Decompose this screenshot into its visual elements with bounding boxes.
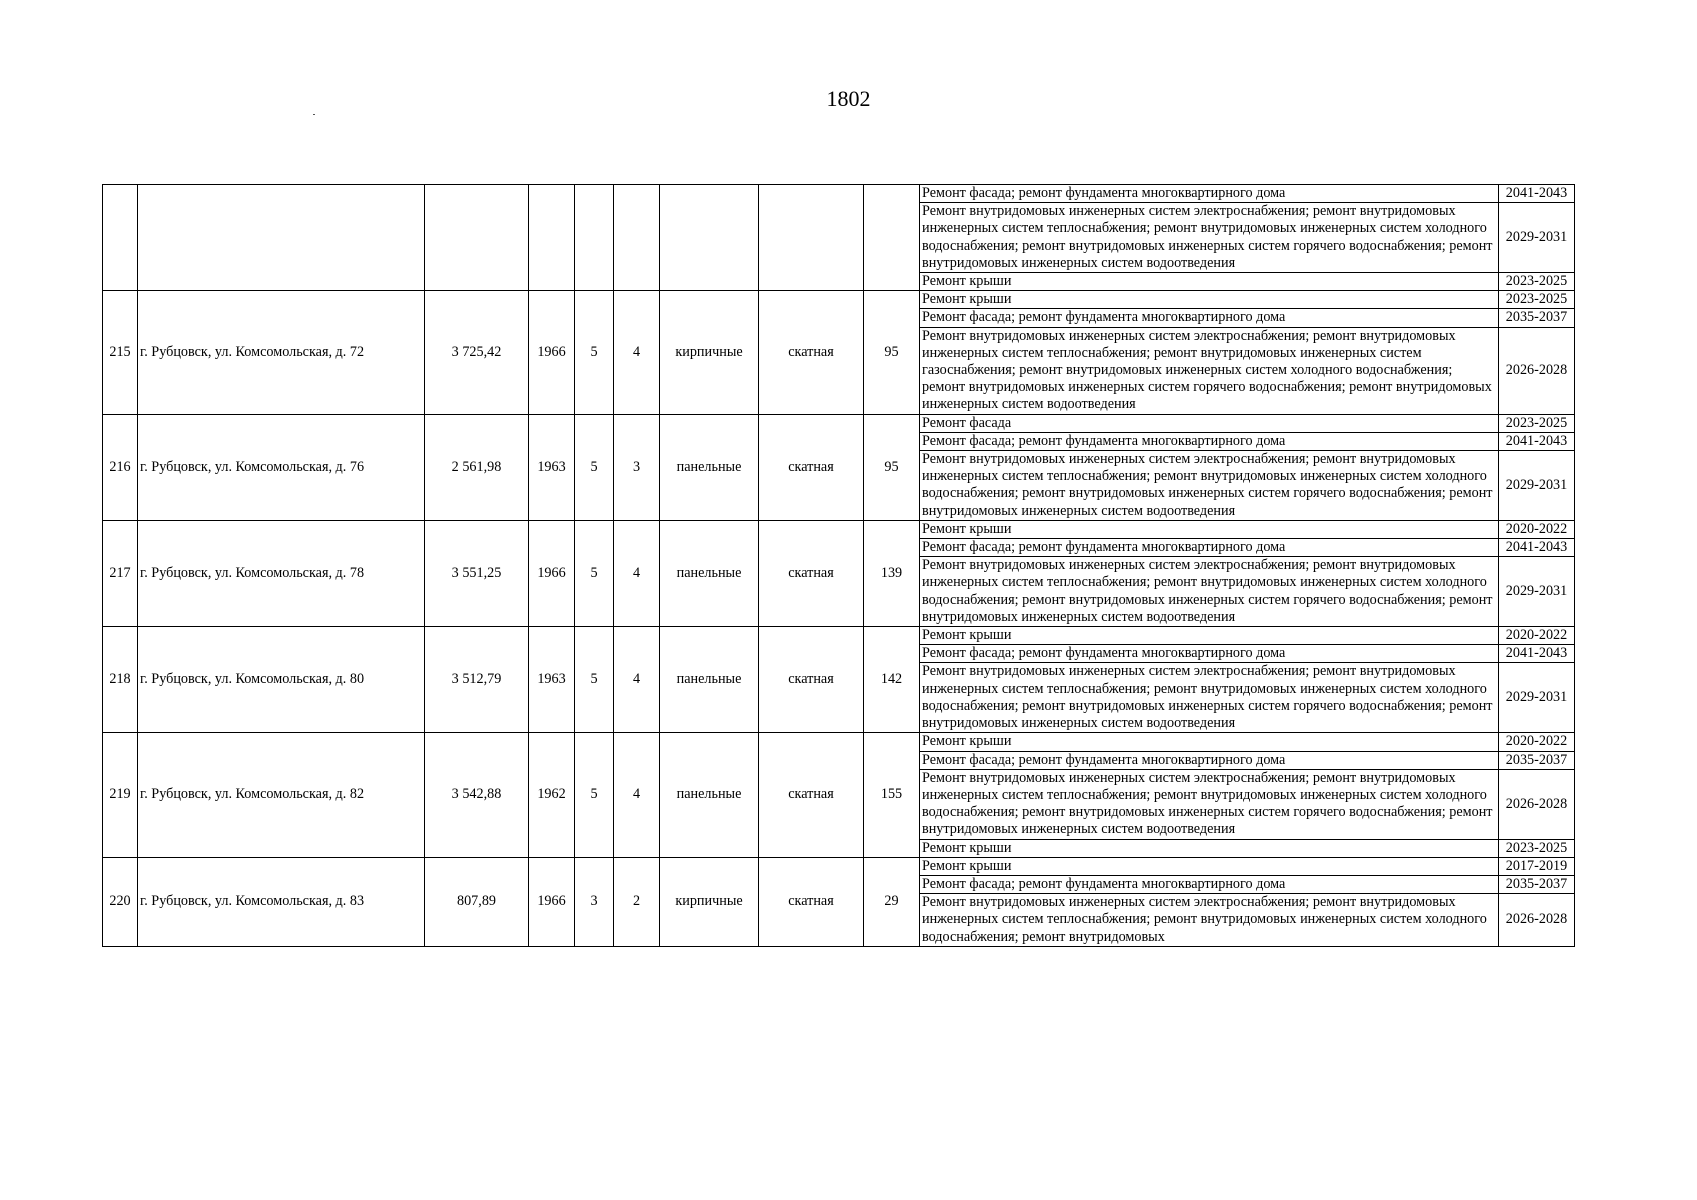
year-cell: 1966 [529, 857, 575, 946]
roof-cell [759, 185, 864, 291]
address-cell: г. Рубцовск, ул. Комсомольская, д. 80 [138, 627, 425, 733]
work-type-cell: Ремонт фасада; ремонт фундамента многоквартирного дома [920, 185, 1499, 203]
address-cell: г. Рубцовск, ул. Комсомольская, д. 83 [138, 857, 425, 946]
apartments-cell [864, 185, 920, 291]
work-period-cell: 2023-2025 [1499, 291, 1575, 309]
row-number-cell: 218 [103, 627, 138, 733]
walls-cell: кирпичные [660, 857, 759, 946]
apartments-cell: 142 [864, 627, 920, 733]
apartments-cell: 155 [864, 733, 920, 857]
year-cell: 1963 [529, 627, 575, 733]
roof-cell: скатная [759, 414, 864, 520]
work-period-cell: 2023-2025 [1499, 414, 1575, 432]
address-cell: г. Рубцовск, ул. Комсомольская, д. 76 [138, 414, 425, 520]
row-number-cell: 217 [103, 520, 138, 626]
table-row [103, 185, 1575, 203]
housing-registry-table [102, 184, 1575, 947]
area-cell: 2 561,98 [425, 414, 529, 520]
floors-cell: 5 [575, 733, 614, 857]
entrances-cell [614, 185, 660, 291]
table-row [103, 733, 1575, 751]
work-type-cell: Ремонт фасада; ремонт фундамента многоквартирного дома [920, 875, 1499, 893]
row-number-cell: 216 [103, 414, 138, 520]
work-type-cell: Ремонт крыши [920, 839, 1499, 857]
floors-cell: 5 [575, 291, 614, 414]
work-type-cell: Ремонт крыши [920, 733, 1499, 751]
walls-cell: панельные [660, 733, 759, 857]
floors-cell [575, 185, 614, 291]
work-period-cell: 2029-2031 [1499, 663, 1575, 733]
address-cell: г. Рубцовск, ул. Комсомольская, д. 72 [138, 291, 425, 414]
table-row [103, 857, 1575, 875]
year-cell: 1962 [529, 733, 575, 857]
area-cell [425, 185, 529, 291]
work-type-cell: Ремонт фасада; ремонт фундамента многоквартирного дома [920, 751, 1499, 769]
work-period-cell: 2026-2028 [1499, 327, 1575, 414]
work-period-cell: 2029-2031 [1499, 557, 1575, 627]
work-type-cell: Ремонт фасада; ремонт фундамента многоквартирного дома [920, 539, 1499, 557]
work-period-cell: 2020-2022 [1499, 520, 1575, 538]
area-cell: 807,89 [425, 857, 529, 946]
walls-cell: кирпичные [660, 291, 759, 414]
entrances-cell: 2 [614, 857, 660, 946]
work-period-cell: 2023-2025 [1499, 839, 1575, 857]
roof-cell: скатная [759, 627, 864, 733]
year-cell: 1966 [529, 520, 575, 626]
address-cell: г. Рубцовск, ул. Комсомольская, д. 78 [138, 520, 425, 626]
walls-cell [660, 185, 759, 291]
work-period-cell: 2026-2028 [1499, 769, 1575, 839]
work-period-cell: 2041-2043 [1499, 185, 1575, 203]
work-type-cell: Ремонт фасада; ремонт фундамента многоквартирного дома [920, 309, 1499, 327]
year-cell: 1966 [529, 291, 575, 414]
row-number-cell [103, 185, 138, 291]
work-period-cell: 2026-2028 [1499, 894, 1575, 947]
table-row [103, 414, 1575, 432]
row-number-cell: 219 [103, 733, 138, 857]
entrances-cell: 4 [614, 520, 660, 626]
work-type-cell: Ремонт внутридомовых инженерных систем электроснабжения; ремонт внутридомовых инженерных систем теплоснабжения; ремонт внутридомовых инженерных систем холодного водоснабжения; ремонт внутридомовых инженерных систем горячего водоснабжения; ремонт внутридомовых инженерных систем водоотведения [920, 663, 1499, 733]
work-period-cell: 2020-2022 [1499, 733, 1575, 751]
work-period-cell: 2023-2025 [1499, 273, 1575, 291]
row-number-cell: 220 [103, 857, 138, 946]
row-number-cell: 215 [103, 291, 138, 414]
page-number: 1802 [826, 86, 871, 111]
table-row [103, 291, 1575, 309]
entrances-cell: 4 [614, 291, 660, 414]
work-type-cell: Ремонт крыши [920, 520, 1499, 538]
work-type-cell: Ремонт фасада; ремонт фундамента многоквартирного дома [920, 432, 1499, 450]
entrances-cell: 4 [614, 627, 660, 733]
table-row [103, 627, 1575, 645]
address-cell: г. Рубцовск, ул. Комсомольская, д. 82 [138, 733, 425, 857]
apartments-cell: 29 [864, 857, 920, 946]
entrances-cell: 4 [614, 733, 660, 857]
work-type-cell: Ремонт внутридомовых инженерных систем электроснабжения; ремонт внутридомовых инженерных систем теплоснабжения; ремонт внутридомовых инженерных систем газоснабжения; ремонт внутридомовых инженерных систем холодного водоснабжения; ремонт внутридомовых инженерных систем горячего водоснабжения; ремонт внутридомовых инженерных систем водоотведения [920, 327, 1499, 414]
area-cell: 3 725,42 [425, 291, 529, 414]
area-cell: 3 542,88 [425, 733, 529, 857]
apartments-cell: 95 [864, 414, 920, 520]
work-period-cell: 2029-2031 [1499, 203, 1575, 273]
walls-cell: панельные [660, 414, 759, 520]
work-period-cell: 2035-2037 [1499, 309, 1575, 327]
area-cell: 3 512,79 [425, 627, 529, 733]
work-type-cell: Ремонт внутридомовых инженерных систем электроснабжения; ремонт внутридомовых инженерных систем теплоснабжения; ремонт внутридомовых инженерных систем холодного водоснабжения; ремонт внутридомовых инженерных систем горячего водоснабжения; ремонт внутридомовых инженерных систем водоотведения [920, 557, 1499, 627]
scan-speck [313, 114, 315, 115]
work-type-cell: Ремонт внутридомовых инженерных систем электроснабжения; ремонт внутридомовых инженерных систем теплоснабжения; ремонт внутридомовых инженерных систем холодного водоснабжения; ремонт внутридомовых инженерных систем горячего водоснабжения; ремонт внутридомовых инженерных систем водоотведения [920, 769, 1499, 839]
work-type-cell: Ремонт крыши [920, 291, 1499, 309]
work-period-cell: 2017-2019 [1499, 857, 1575, 875]
work-period-cell: 2041-2043 [1499, 539, 1575, 557]
work-period-cell: 2035-2037 [1499, 751, 1575, 769]
work-type-cell: Ремонт фасада [920, 414, 1499, 432]
roof-cell: скатная [759, 291, 864, 414]
roof-cell: скатная [759, 733, 864, 857]
year-cell: 1963 [529, 414, 575, 520]
work-period-cell: 2035-2037 [1499, 875, 1575, 893]
registry-body [103, 185, 1575, 947]
work-period-cell: 2041-2043 [1499, 432, 1575, 450]
work-type-cell: Ремонт крыши [920, 273, 1499, 291]
work-type-cell: Ремонт внутридомовых инженерных систем электроснабжения; ремонт внутридомовых инженерных систем теплоснабжения; ремонт внутридомовых инженерных систем холодного водоснабжения; ремонт внутридомовых [920, 894, 1499, 947]
apartments-cell: 139 [864, 520, 920, 626]
year-cell [529, 185, 575, 291]
work-period-cell: 2029-2031 [1499, 451, 1575, 521]
work-period-cell: 2041-2043 [1499, 645, 1575, 663]
walls-cell: панельные [660, 520, 759, 626]
floors-cell: 3 [575, 857, 614, 946]
roof-cell: скатная [759, 857, 864, 946]
apartments-cell: 95 [864, 291, 920, 414]
roof-cell: скатная [759, 520, 864, 626]
work-type-cell: Ремонт крыши [920, 857, 1499, 875]
work-type-cell: Ремонт крыши [920, 627, 1499, 645]
work-type-cell: Ремонт фасада; ремонт фундамента многоквартирного дома [920, 645, 1499, 663]
entrances-cell: 3 [614, 414, 660, 520]
floors-cell: 5 [575, 520, 614, 626]
floors-cell: 5 [575, 627, 614, 733]
walls-cell: панельные [660, 627, 759, 733]
work-type-cell: Ремонт внутридомовых инженерных систем электроснабжения; ремонт внутридомовых инженерных систем теплоснабжения; ремонт внутридомовых инженерных систем холодного водоснабжения; ремонт внутридомовых инженерных систем горячего водоснабжения; ремонт внутридомовых инженерных систем водоотведения [920, 451, 1499, 521]
floors-cell: 5 [575, 414, 614, 520]
table-row [103, 520, 1575, 538]
address-cell [138, 185, 425, 291]
area-cell: 3 551,25 [425, 520, 529, 626]
work-period-cell: 2020-2022 [1499, 627, 1575, 645]
work-type-cell: Ремонт внутридомовых инженерных систем электроснабжения; ремонт внутридомовых инженерных систем теплоснабжения; ремонт внутридомовых инженерных систем холодного водоснабжения; ремонт внутридомовых инженерных систем горячего водоснабжения; ремонт внутридомовых инженерных систем водоотведения [920, 203, 1499, 273]
